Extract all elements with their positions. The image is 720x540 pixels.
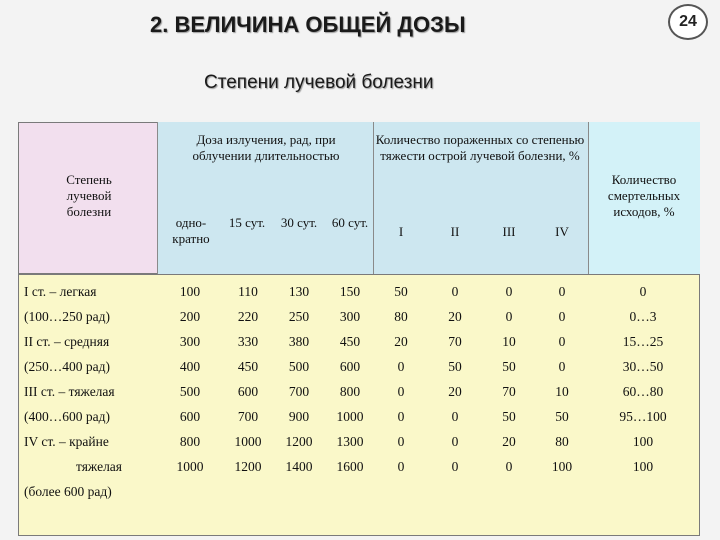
table-cell: 50	[555, 409, 569, 424]
table-cell: 10	[502, 334, 516, 349]
table-cell: 0	[505, 284, 513, 299]
table-cell: 20	[502, 434, 516, 449]
page-number-badge: 24	[668, 4, 708, 40]
row-label: I ст. – легкая	[24, 284, 97, 299]
table-cell: 500	[288, 359, 310, 374]
column-divider	[157, 122, 158, 274]
table-cell: 0	[451, 434, 459, 449]
row-label: IV ст. – крайне	[24, 434, 109, 449]
table-cell: 20	[448, 384, 462, 399]
row-label: (более 600 рад)	[24, 484, 112, 499]
table-cell: 400	[179, 359, 201, 374]
table-cell: 1200	[285, 434, 313, 449]
table-cell: 80	[394, 309, 408, 324]
table-cell: 0	[505, 309, 513, 324]
table-cell: 10	[555, 384, 569, 399]
table-cell: 50	[502, 409, 516, 424]
table-cell: 0	[558, 284, 566, 299]
table-cell: 150	[339, 284, 361, 299]
table-cell: 130	[288, 284, 310, 299]
row-label: тяжелая	[76, 459, 123, 474]
table-cell: 800	[339, 384, 361, 399]
table-cell: 500	[179, 384, 201, 399]
table-cell: 0	[397, 459, 405, 474]
row-label: III ст. – тяжелая	[24, 384, 115, 399]
table-cell: 800	[179, 434, 201, 449]
table-cell: 1300	[336, 434, 364, 449]
dose-subheader-60: 60 сут.	[331, 215, 369, 230]
table-cell: 80	[555, 434, 569, 449]
table-cell: 700	[237, 409, 259, 424]
table-cell: 20	[394, 334, 408, 349]
table-cell: 250	[288, 309, 310, 324]
row-label: (400…600 рад)	[24, 409, 110, 424]
table-cell: 20	[448, 309, 462, 324]
degree-header: Степень лучевой болезни	[66, 172, 112, 219]
severity-subheader-3: III	[502, 224, 516, 239]
table-cell: 100	[632, 459, 654, 474]
table-cell: 110	[238, 284, 258, 299]
fatal-header: Количество смертельных исходов, %	[607, 172, 681, 219]
table-cell: 0	[451, 284, 459, 299]
table-cell: 700	[288, 384, 310, 399]
table-cell: 200	[179, 309, 201, 324]
table-cell: 0…3	[629, 309, 657, 324]
row-label: II ст. – средняя	[24, 334, 110, 349]
severity-subheader-1: I	[398, 224, 404, 239]
table-cell: 300	[179, 334, 201, 349]
table-cell: 95…100	[619, 409, 667, 424]
table-cell: 1200	[234, 459, 262, 474]
table-cell: 30…50	[622, 359, 664, 374]
table-cell: 60…80	[622, 384, 664, 399]
table-cell: 0	[505, 459, 513, 474]
table-cell: 0	[558, 334, 566, 349]
table-cell: 1000	[336, 409, 364, 424]
table-cell: 15…25	[622, 334, 664, 349]
table-cell: 50	[394, 284, 408, 299]
table-cell: 330	[237, 334, 259, 349]
table-cell: 450	[339, 334, 361, 349]
table-cell: 0	[451, 409, 459, 424]
table-cell: 0	[397, 359, 405, 374]
table-cell: 600	[237, 384, 259, 399]
slide-title: 2. ВЕЛИЧИНА ОБЩЕЙ ДОЗЫ	[150, 12, 466, 37]
table-cell: 0	[558, 359, 566, 374]
table-cell: 0	[639, 284, 647, 299]
table-cell: 0	[397, 409, 405, 424]
table-cell: 300	[339, 309, 361, 324]
table-cell: 50	[448, 359, 462, 374]
table-cell: 450	[237, 359, 259, 374]
table-cell: 50	[502, 359, 516, 374]
table-cell: 0	[558, 309, 566, 324]
column-divider	[588, 122, 589, 274]
table-cell: 100	[632, 434, 654, 449]
table-cell: 220	[237, 309, 259, 324]
table-cell: 600	[339, 359, 361, 374]
table-cell: 0	[397, 384, 405, 399]
dose-header: Доза излучения, рад, при облучении длительностью	[192, 132, 340, 163]
table-cell: 100	[551, 459, 573, 474]
dose-subheader-30: 30 сут.	[280, 215, 318, 230]
table-cell: 1600	[336, 459, 364, 474]
dose-subheader-15: 15 сут.	[228, 215, 266, 230]
table-cell: 0	[397, 434, 405, 449]
affected-header: Количество пораженных со степенью тяжести острой лучевой болезни, %	[375, 132, 585, 163]
table-cell: 100	[179, 284, 201, 299]
table-cell: 0	[451, 459, 459, 474]
table-cell: 70	[448, 334, 462, 349]
severity-subheader-2: II	[450, 224, 460, 239]
table-cell: 1400	[285, 459, 313, 474]
table-cell: 1000	[176, 459, 204, 474]
table-cell: 70	[502, 384, 516, 399]
severity-subheader-4: IV	[555, 224, 569, 239]
table-cell: 1000	[234, 434, 262, 449]
row-label: (250…400 рад)	[24, 359, 110, 374]
dose-subheader-once: одно-кратно	[172, 215, 210, 246]
table-cell: 600	[179, 409, 201, 424]
table-cell: 900	[288, 409, 310, 424]
table-cell: 380	[288, 334, 310, 349]
slide-subtitle: Степени лучевой болезни	[204, 72, 434, 93]
row-label: (100…250 рад)	[24, 309, 110, 324]
